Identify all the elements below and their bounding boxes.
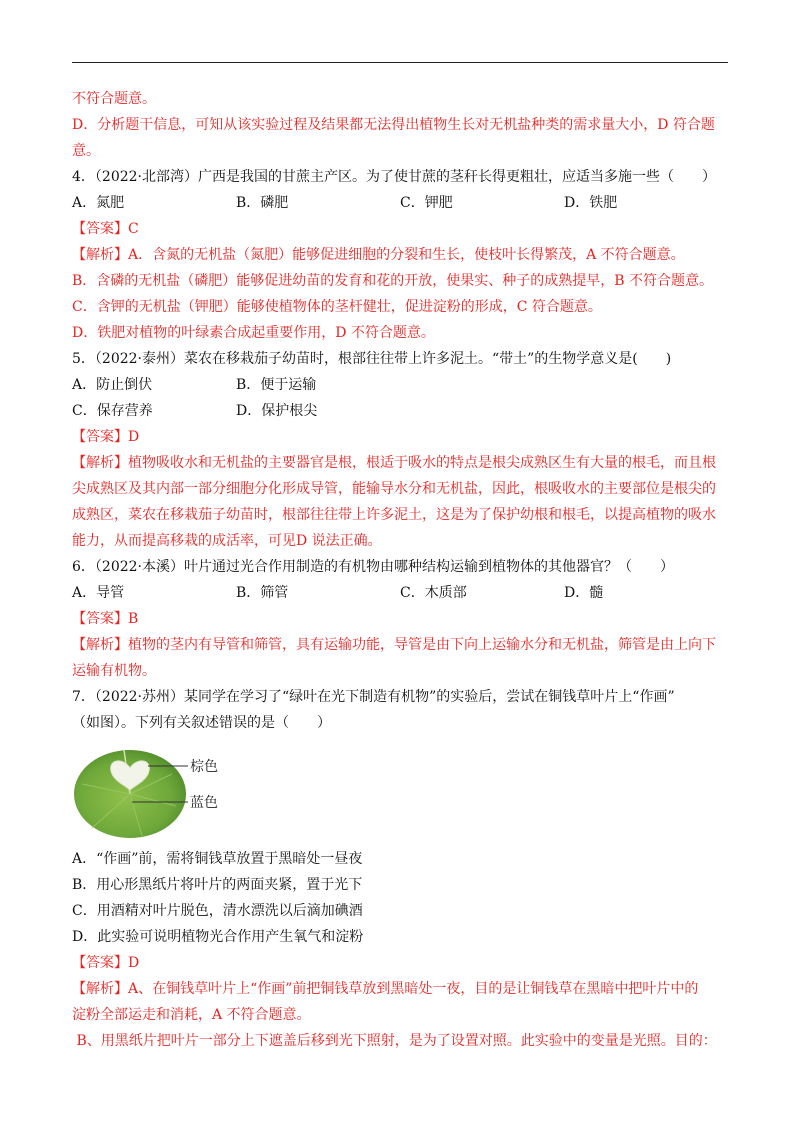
q4-stem: 4．（2022·北部湾）广西是我国的甘蔗主产区。为了使甘蔗的茎秆长得更粗壮，应适当多施一些（ ） xyxy=(72,169,716,185)
q5-answer: 【答案】D xyxy=(72,429,140,445)
q5-option-c: C．保存营养 xyxy=(72,403,153,419)
q6-analysis-line: 运输有机物。 xyxy=(72,663,156,679)
q6-option-b: B．筛管 xyxy=(236,585,289,601)
q7-option-a: A．“作画”前，需将铜钱草放置于黑暗处一昼夜 xyxy=(72,851,363,867)
q5-analysis-line: 成熟区，菜农在移栽茄子幼苗时，根部往往带上许多泥土，这是为了保护幼根和根毛，以提高植物的吸水 xyxy=(72,507,716,523)
q7-analysis-line: 【解析】A、在铜钱草叶片上“作画”前把铜钱草放到黑暗处一夜，目的是让铜钱草在黑暗中把叶片中的 xyxy=(72,981,699,997)
prev-analysis-line: D．分析题干信息，可知从该实验过程及结果都无法得出植物生长对无机盐种类的需求量大小，D 符合题 xyxy=(72,117,715,133)
q5-options-row1 xyxy=(72,372,728,398)
q5-stem: 5．（2022·泰州）菜农在移栽茄子幼苗时，根部往往带上许多泥土。“带土”的生物学意义是( ) xyxy=(72,351,672,367)
q6-stem: 6．（2022·本溪）叶片通过光合作用制造的有机物由哪种结构运输到植物体的其他器官？（ ） xyxy=(72,559,674,575)
q7-option-d: D．此实验可说明植物光合作用产生氧气和淀粉 xyxy=(72,929,364,945)
q6-option-c: C．木质部 xyxy=(400,585,467,601)
q5-option-a: A．防止倒伏 xyxy=(72,377,153,393)
leaf-image xyxy=(72,744,262,840)
q4-option-a: A．氮肥 xyxy=(72,195,125,211)
q7-option-b: B．用心形黑纸片将叶片的两面夹紧，置于光下 xyxy=(72,877,363,893)
q5-options-row2 xyxy=(72,398,728,424)
q4-option-d: D．铁肥 xyxy=(564,195,618,211)
q4-analysis-line: B．含磷的无机盐（磷肥）能够促进幼苗的发育和花的开放，使果实、种子的成熟提早，B 不符合题意。 xyxy=(72,273,714,289)
header-rule xyxy=(72,62,728,63)
document-body xyxy=(72,86,728,1054)
q4-analysis-line: 【解析】A．含氮的无机盐（氮肥）能够促进细胞的分裂和生长，使枝叶长得繁茂，A 不符合题意。 xyxy=(72,247,685,263)
q6-option-a: A．导管 xyxy=(72,585,125,601)
q7-analysis-line: 淀粉全部运走和消耗，A 不符合题意。 xyxy=(72,1007,311,1023)
q4-option-c: C．钾肥 xyxy=(400,195,453,211)
q7-answer: 【答案】D xyxy=(72,955,140,971)
q5-analysis-line: 尖成熟区及其内部一部分细胞分化形成导管，能输导水分和无机盐，因此，根吸收水的主要部位是根尖的 xyxy=(72,481,716,497)
q7-stem: （如图）。下列有关叙述错误的是（ ） xyxy=(72,715,331,731)
q6-answer: 【答案】B xyxy=(72,611,139,627)
q5-option-d: D．保护根尖 xyxy=(236,403,318,419)
q5-analysis-line: 能力，从而提高移栽的成活率，可见D 说法正确。 xyxy=(72,533,382,549)
prev-analysis-line: 意。 xyxy=(72,143,100,159)
q7-stem: 7．（2022·苏州）某同学在学习了“绿叶在光下制造有机物”的实验后，尝试在铜钱草叶片上“作画” xyxy=(72,689,675,705)
leaf-figure xyxy=(72,744,262,840)
q4-analysis-line: C．含钾的无机盐（钾肥）能够使植物体的茎杆健壮，促进淀粉的形成，C 符合题意。 xyxy=(72,299,602,315)
q4-answer: 【答案】C xyxy=(72,221,139,237)
q4-analysis-line: D．铁肥对植物的叶绿素合成起重要作用，D 不符合题意。 xyxy=(72,325,435,341)
q6-option-d: D．髓 xyxy=(564,585,604,601)
q6-analysis-line: 【解析】植物的茎内有导管和筛管，具有运输功能，导管是由下向上运输水分和无机盐，筛管是由上向下 xyxy=(72,637,716,653)
label-blue: 蓝色 xyxy=(190,795,218,811)
q6-options xyxy=(72,580,728,606)
label-brown: 棕色 xyxy=(190,759,218,775)
q4-option-b: B．磷肥 xyxy=(236,195,289,211)
q4-options xyxy=(72,190,728,216)
q7-option-c: C．用酒精对叶片脱色，清水漂洗以后滴加碘酒 xyxy=(72,903,363,919)
q5-option-b: B．便于运输 xyxy=(236,377,317,393)
q5-analysis-line: 【解析】植物吸收水和无机盐的主要器官是根，根适于吸水的特点是根尖成熟区生有大量的根毛，而且根 xyxy=(72,455,716,471)
prev-analysis-line: 不符合题意。 xyxy=(72,91,156,107)
q7-analysis-line: B、用黑纸片把叶片一部分上下遮盖后移到光下照射，是为了设置对照。此实验中的变量是光照。目的： xyxy=(72,1033,717,1049)
